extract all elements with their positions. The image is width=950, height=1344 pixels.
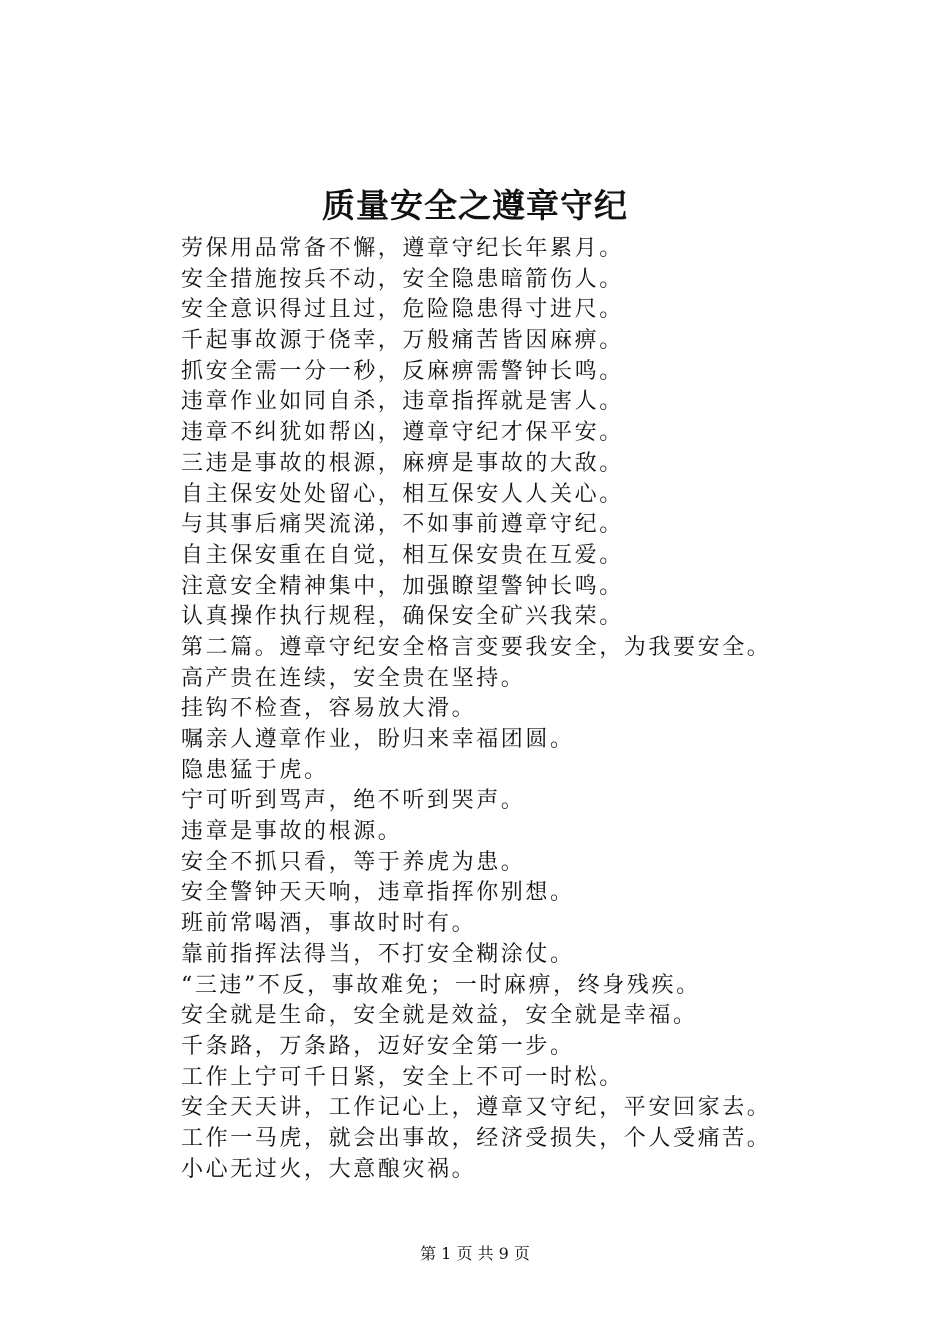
document-body xyxy=(181,234,861,1185)
text-line: 隐患猛于虎。 xyxy=(181,757,329,783)
text-line: 违章不纠犹如帮凶，遵章守纪才保平安。 xyxy=(181,420,624,446)
text-line: 安全意识得过且过，危险隐患得寸进尺。 xyxy=(181,297,624,323)
text-line: 嘱亲人遵章作业，盼归来幸福团圆。 xyxy=(181,727,575,752)
text-line: 安全就是生命，安全就是效益，安全就是幸福。 xyxy=(181,1003,698,1029)
text-line: 千起事故源于侥幸，万般痛苦皆因麻痹。 xyxy=(181,328,624,354)
text-line: 高产贵在连续，安全贵在坚持。 xyxy=(181,665,526,691)
text-line: 宁可听到骂声，绝不听到哭声。 xyxy=(181,788,526,814)
text-line: 安全措施按兵不动，安全隐患暗箭伤人。 xyxy=(181,266,624,292)
text-line: 注意安全精神集中，加强瞭望警钟长鸣。 xyxy=(181,573,624,599)
text-line: 安全警钟天天响，违章指挥你别想。 xyxy=(181,880,575,906)
text-line: 抓安全需一分一秒，反麻痹需警钟长鸣。 xyxy=(181,358,624,384)
text-line: 违章是事故的根源。 xyxy=(181,819,403,845)
text-line: 靠前指挥法得当，不打安全糊涂仗。 xyxy=(181,941,575,967)
section-heading-line: 第二篇。遵章守纪安全格言变要我安全，为我要安全。 xyxy=(181,634,772,660)
text-line: 工作上宁可千日紧，安全上不可一时松。 xyxy=(181,1064,624,1090)
page-number-footer: 第 1 页 共 9 页 xyxy=(420,1244,530,1263)
text-line: 认真操作执行规程，确保安全矿兴我荣。 xyxy=(181,604,624,630)
text-line: 自主保安重在自觉，相互保安贵在互爱。 xyxy=(181,542,624,568)
text-line: 小心无过火，大意酿灾祸。 xyxy=(181,1156,477,1182)
text-line: 安全天天讲，工作记心上，遵章又守纪，平安回家去。 xyxy=(181,1095,772,1121)
document-title: 质量安全之遵章守纪 xyxy=(322,186,628,225)
text-line: 工作一马虎，就会出事故，经济受损失，个人受痛苦。 xyxy=(181,1125,772,1151)
text-line: 三违是事故的根源，麻痹是事故的大敌。 xyxy=(181,450,624,476)
text-line: 安全不抓只看，等于养虎为患。 xyxy=(181,849,526,875)
text-line: 班前常喝酒，事故时时有。 xyxy=(181,911,477,937)
text-line: 自主保安处处留心，相互保安人人关心。 xyxy=(181,481,624,507)
text-line: 千条路，万条路，迈好安全第一步。 xyxy=(181,1033,575,1059)
text-line: 违章作业如同自杀，违章指挥就是害人。 xyxy=(181,389,624,415)
text-line: 与其事后痛哭流涕，不如事前遵章守纪。 xyxy=(181,512,624,538)
text-line: 挂钩不检查，容易放大滑。 xyxy=(181,696,477,722)
text-line: “三违”不反，事故难免；一时麻痹，终身残疾。 xyxy=(181,972,701,998)
text-line: 劳保用品常备不懈，遵章守纪长年累月。 xyxy=(181,236,624,261)
